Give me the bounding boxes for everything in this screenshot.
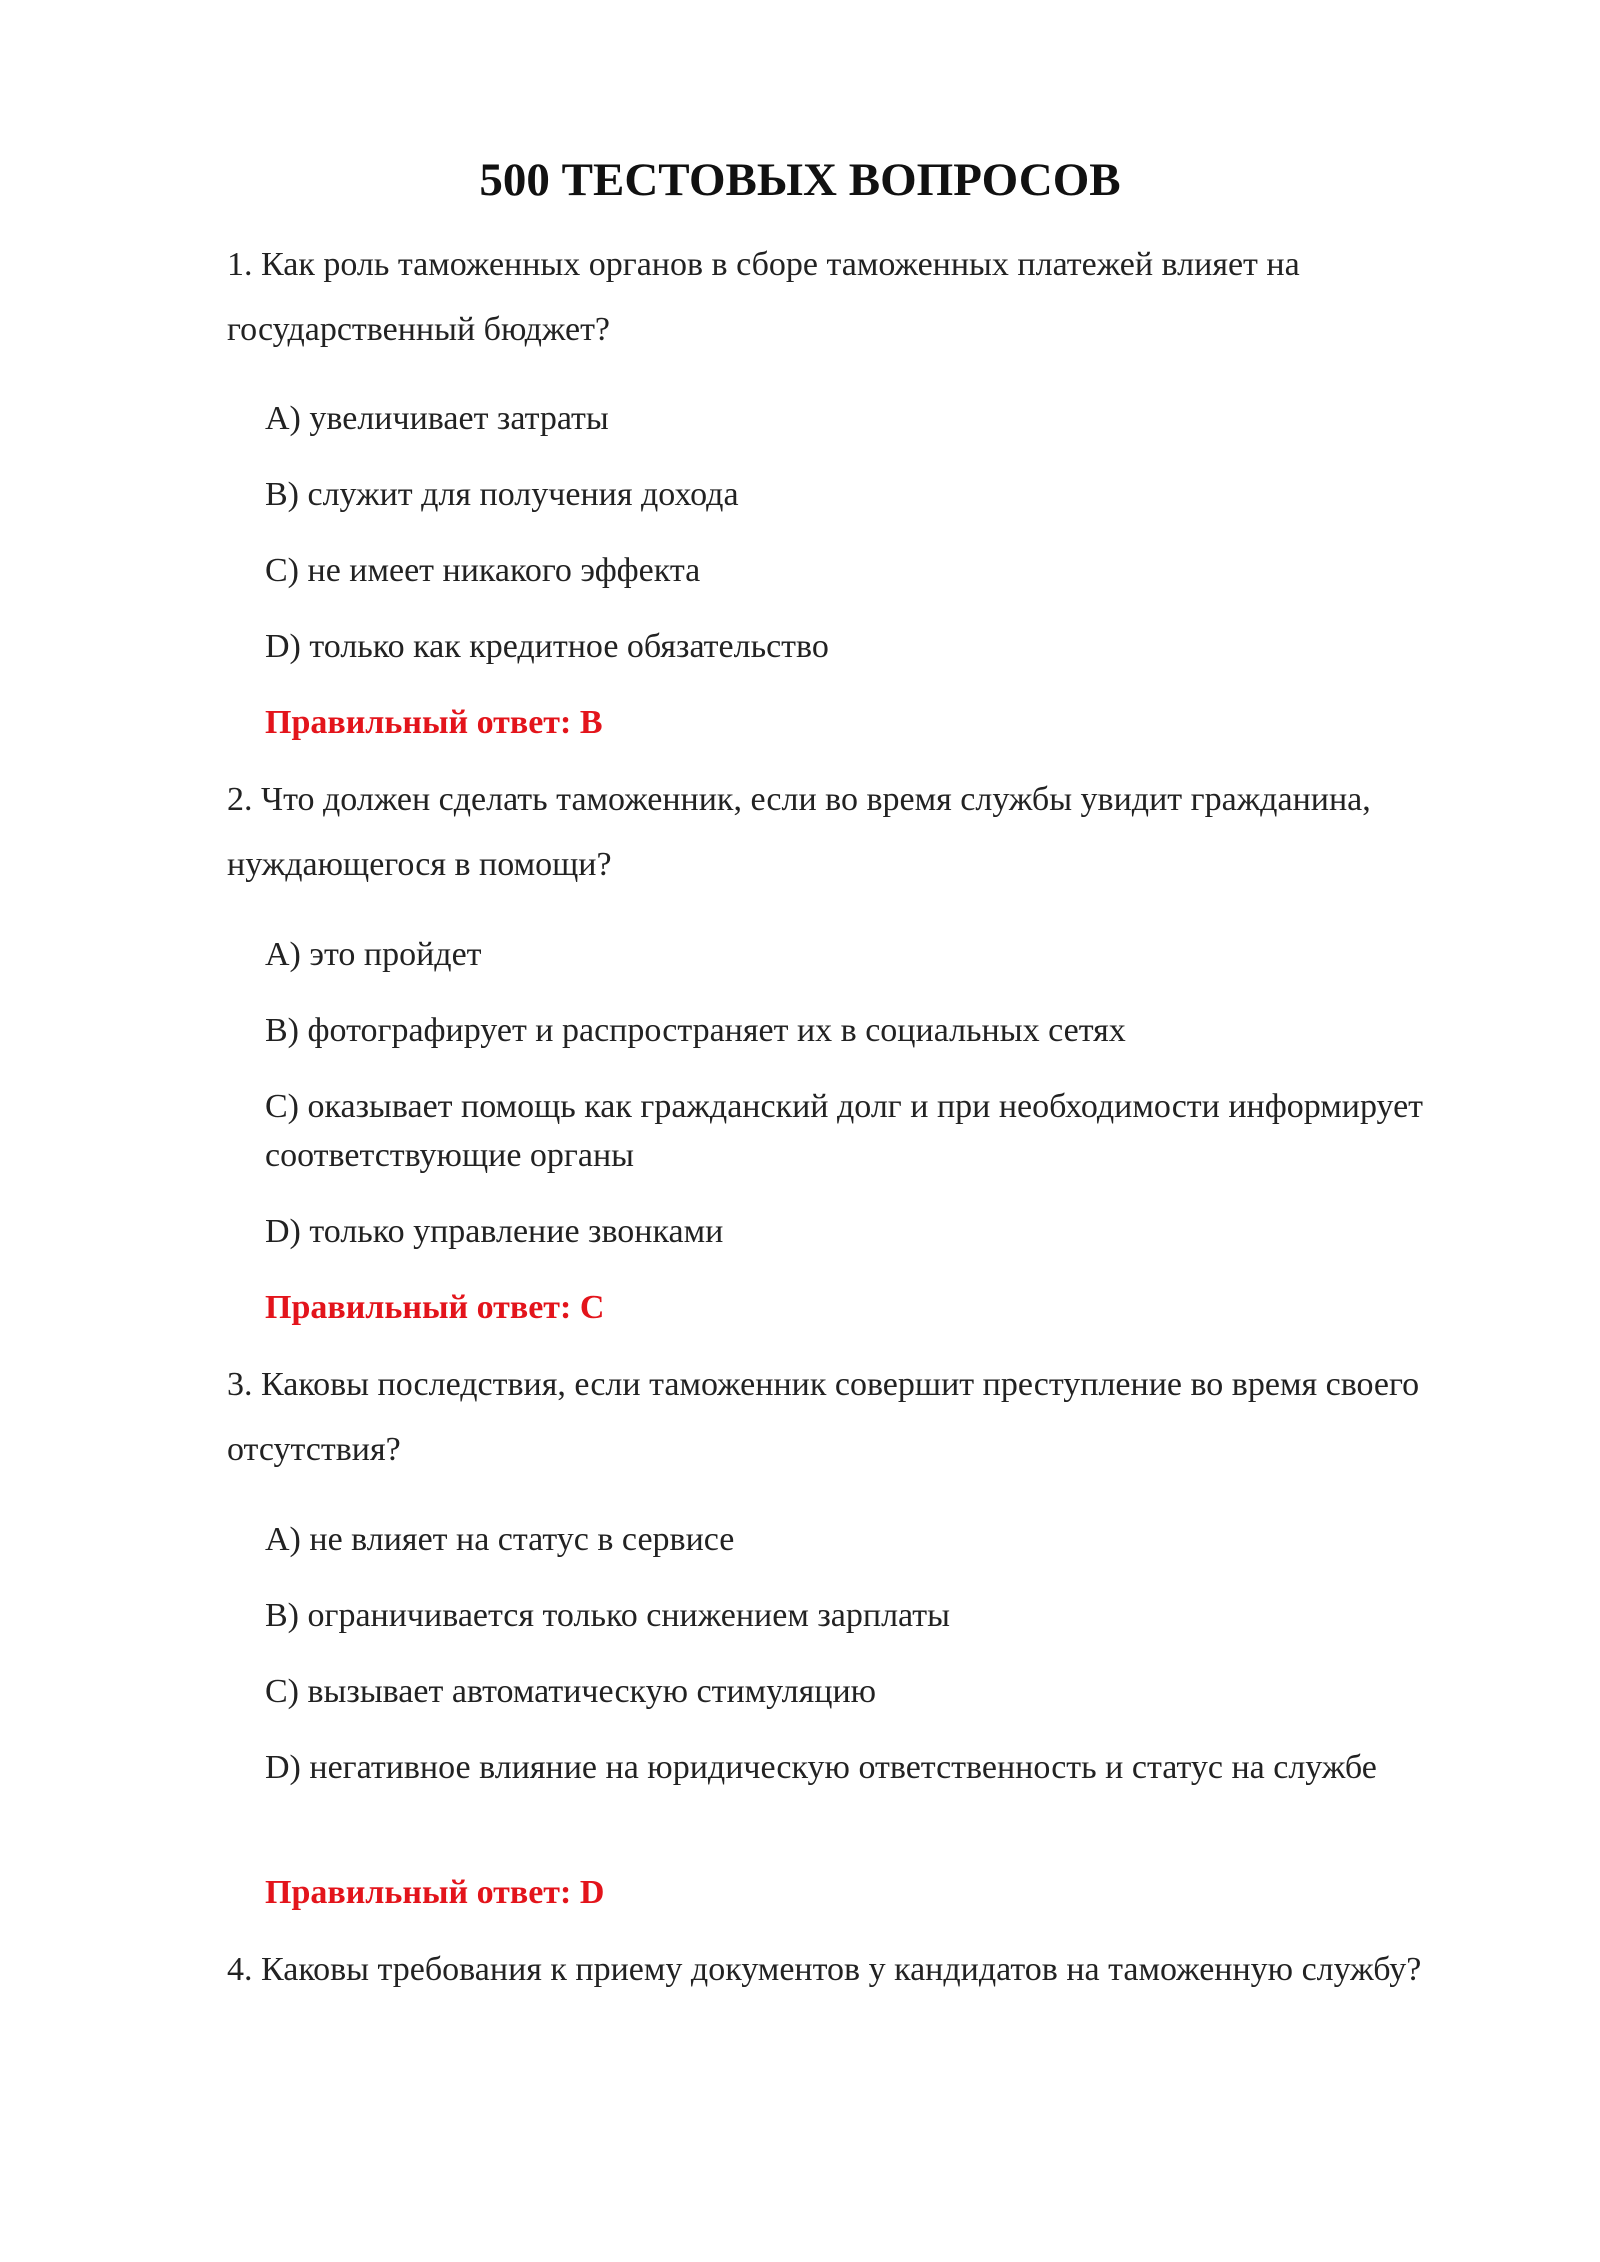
- question-1-option-d: D) только как кредитное обязательство: [265, 628, 829, 665]
- question-2-answer: Правильный ответ: C: [265, 1289, 605, 1326]
- question-2-option-a: A) это пройдет: [265, 936, 482, 973]
- question-3-text: 3. Каковы последствия, если таможенник совершит преступление во время своего отсутствия?: [227, 1366, 1420, 1468]
- question-2-option-c: C) оказывает помощь как гражданский долг и при необходимости информирует соответствующие органы: [265, 1088, 1424, 1174]
- question-2-option-d: D) только управление звонками: [265, 1213, 724, 1250]
- question-2-text: 2. Что должен сделать таможенник, если во время службы увидит гражданина, нуждающегося в помощи?: [227, 781, 1371, 883]
- question-3-option-d: D) негативное влияние на юридическую ответственность и статус на службе: [265, 1749, 1377, 1786]
- question-3-answer: Правильный ответ: D: [265, 1874, 605, 1911]
- question-3-option-c: C) вызывает автоматическую стимуляцию: [265, 1673, 877, 1710]
- question-2-option-b: B) фотографирует и распространяет их в социальных сетях: [265, 1012, 1126, 1049]
- question-1-text: 1. Как роль таможенных органов в сборе таможенных платежей влияет на государственный бюджет?: [227, 246, 1300, 348]
- document-title: [0, 150, 1600, 210]
- question-3-option-a: A) не влияет на статус в сервисе: [265, 1521, 735, 1558]
- document-title-text: 500 ТЕСТОВЫХ ВОПРОСОВ: [479, 154, 1121, 206]
- question-3-option-b: B) ограничивается только снижением зарплаты: [265, 1597, 950, 1634]
- question-1-option-a: A) увеличивает затраты: [265, 400, 609, 437]
- question-1-answer: Правильный ответ: B: [265, 704, 603, 741]
- question-1-option-b: B) служит для получения дохода: [265, 476, 739, 513]
- question-1-option-c: C) не имеет никакого эффекта: [265, 552, 701, 589]
- question-4-text: 4. Каковы требования к приему документов у кандидатов на таможенную службу?: [227, 1951, 1422, 1988]
